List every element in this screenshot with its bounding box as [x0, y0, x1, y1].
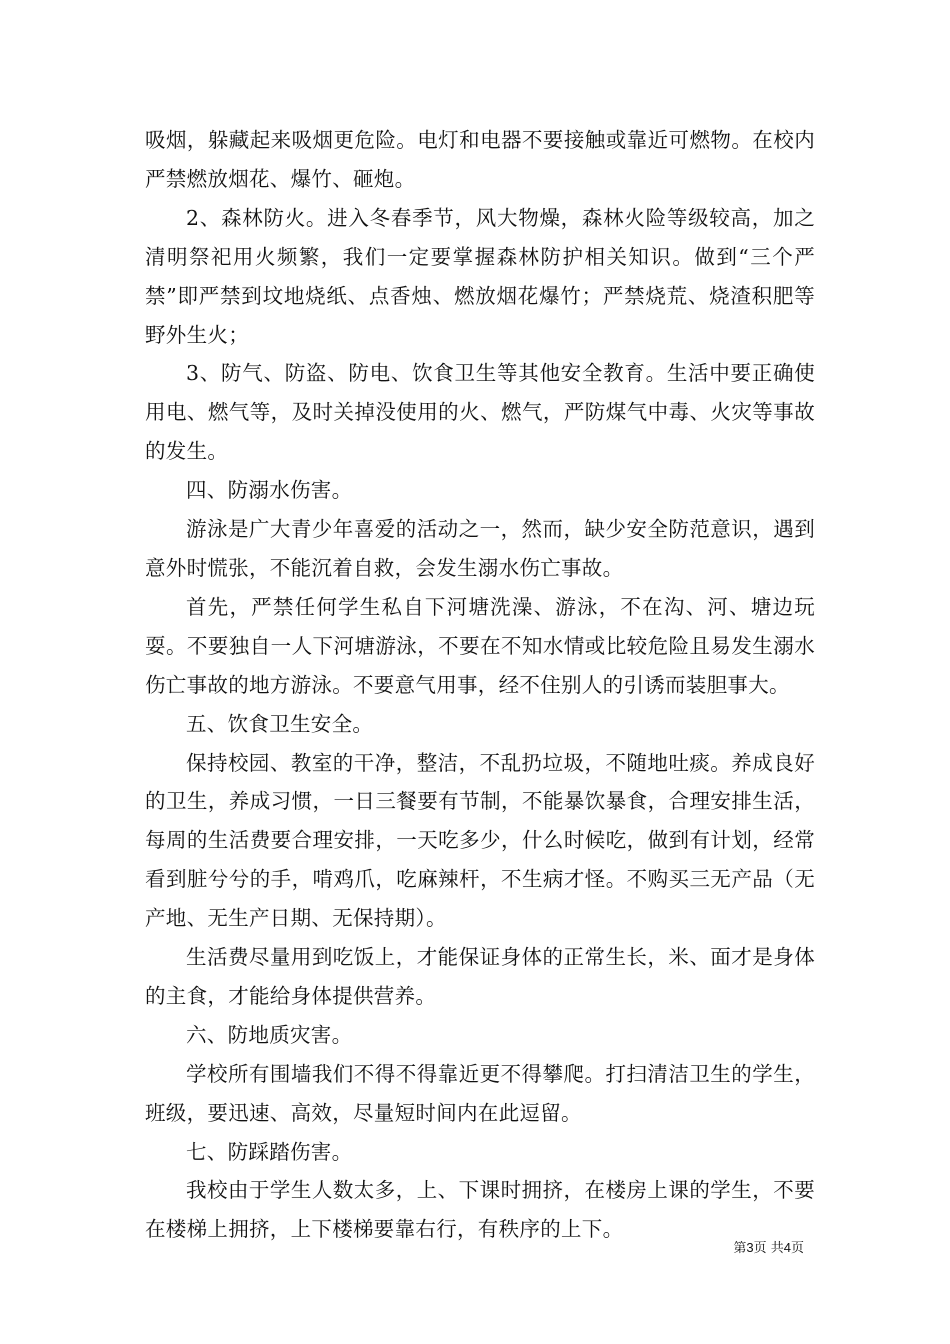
footer-middle: 页 共 [753, 1241, 784, 1256]
body-paragraph: 吸烟，躲藏起来吸烟更危险。电灯和电器不要接触或靠近可燃物。在校内严禁燃放烟花、爆竹、砸炮。 [145, 128, 815, 191]
body-paragraph: 学校所有围墙我们不得不得靠近更不得攀爬。打扫清洁卫生的学生，班级，要迅速、高效，尽量短时间内在此逗留。 [145, 1061, 815, 1125]
footer-total-pages: 4 [783, 1240, 791, 1255]
footer-current-page: 3 [746, 1240, 754, 1255]
section-heading: 六、防地质灾害。 [186, 1022, 353, 1047]
section-heading: 七、防踩踏伤害。 [186, 1139, 353, 1164]
footer-prefix: 第 [733, 1241, 747, 1256]
page-footer [733, 1237, 804, 1256]
body-paragraph: 生活费尽量用到吃饭上，才能保证身体的正常生长，米、面才是身体的主食，才能给身体提供营养。 [145, 945, 815, 1008]
body-paragraph: 游泳是广大青少年喜爱的活动之一，然而，缺少安全防范意识，遇到意外时慌张，不能沉着自救，会发生溺水伤亡事故。 [145, 517, 815, 580]
body-paragraph: 我校由于学生人数太多，上、下课时拥挤，在楼房上课的学生，不要在楼梯上拥挤，上下楼梯要靠右行，有秩序的上下。 [145, 1178, 815, 1242]
document-body [145, 121, 815, 1249]
body-paragraph: 3、防气、防盗、防电、饮食卫生等其他安全教育。生活中要正确使用电、燃气等，及时关掉没使用的火、燃气，严防煤气中毒、火灾等事故的发生。 [145, 361, 815, 464]
section-heading: 五、饮食卫生安全。 [186, 711, 374, 736]
body-paragraph: 2、森林防火。进入冬春季节，风大物燥，森林火险等级较高，加之清明祭祀用火频繁，我们一定要掌握森林防护相关知识。做到“三个严禁”即严禁到坟地烧纸、点香烛、燃放烟花爆竹；严禁烧荒、烧渣积肥等野外生火； [145, 205, 815, 347]
body-paragraph: 保持校园、教室的干净，整洁，不乱扔垃圾，不随地吐痰。养成良好的卫生，养成习惯，一日三餐要有节制，不能暴饮暴食，合理安排生活，每周的生活费要合理安排，一天吃多少，什么时候吃，做到有计划，经常看到脏兮兮的手，啃鸡爪，吃麻辣杆，不生病才怪。不购买三无产品（无产地、无生产日期、无保持期）。 [145, 750, 815, 931]
footer-suffix: 页 [790, 1241, 804, 1256]
section-heading: 四、防溺水伤害。 [186, 478, 353, 503]
body-paragraph: 首先，严禁任何学生私自下河塘洗澡、游泳，不在沟、河、塘边玩耍。不要独自一人下河塘游泳，不要在不知水情或比较危险且易发生溺水伤亡事故的地方游泳。不要意气用事，经不住别人的引诱而装胆事大。 [145, 594, 815, 697]
